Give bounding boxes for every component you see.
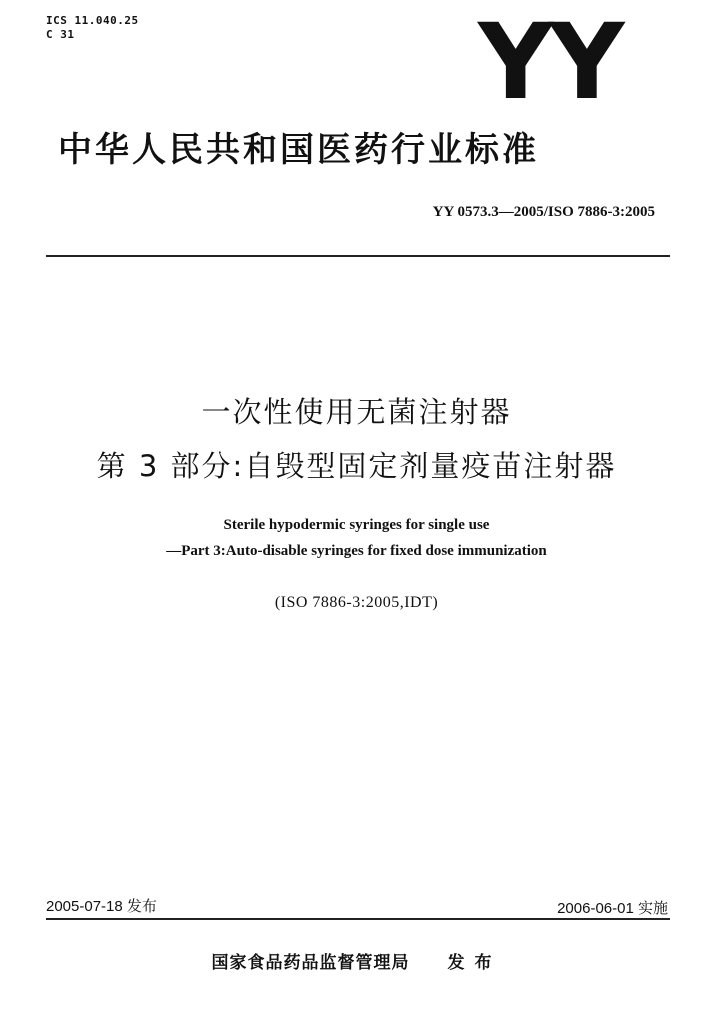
standard-number: YY 0573.3—2005/ISO 7886-3:2005 bbox=[432, 204, 655, 220]
ics-code: ICS 11.040.25 bbox=[46, 14, 139, 27]
footer-divider bbox=[46, 918, 670, 920]
title-english-line1: Sterile hypodermic syringes for single use bbox=[223, 517, 490, 533]
issue-date: 2005-07-18 发布 bbox=[46, 898, 157, 915]
iso-reference: (ISO 7886-3:2005,IDT) bbox=[274, 594, 439, 611]
title-chinese-line2: 第 3 部分:自毁型固定剂量疫苗注射器 bbox=[96, 449, 617, 483]
title-chinese-line1: 一次性使用无菌注射器 bbox=[201, 395, 512, 429]
classification-codes bbox=[46, 14, 139, 42]
publishing-agency: 国家食品药品监督管理局 bbox=[211, 953, 410, 973]
release-label: 发布 bbox=[447, 953, 502, 973]
header-divider bbox=[46, 255, 670, 257]
implementation-date: 2006-06-01 实施 bbox=[557, 900, 668, 917]
publisher bbox=[0, 952, 713, 974]
yy-logo: YY bbox=[478, 1, 621, 123]
ccs-code: C 31 bbox=[46, 28, 75, 41]
org-title: 中华人民共和国医药行业标准 bbox=[58, 130, 539, 170]
title-english-line2: —Part 3:Auto-disable syringes for fixed dose immunization bbox=[166, 543, 547, 559]
